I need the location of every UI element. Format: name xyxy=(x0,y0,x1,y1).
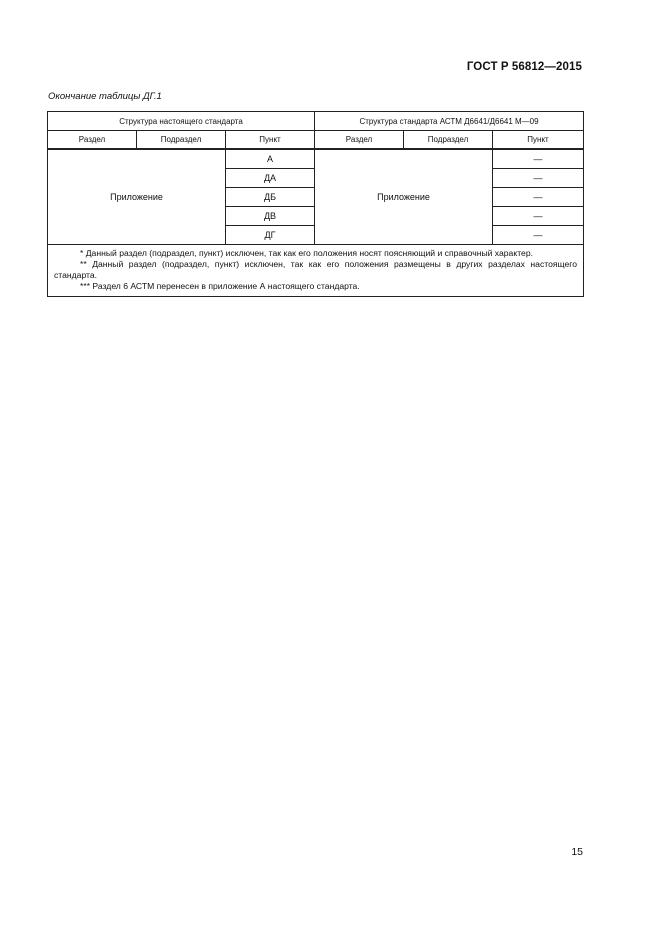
footnote: * Данный раздел (подраздел, пункт) исключен, так как его положения носят поясняющий и справочный характер. xyxy=(80,248,533,258)
table-cell-item: — xyxy=(493,169,584,188)
table-caption: Окончание таблицы ДГ.1 xyxy=(48,91,162,102)
structure-comparison-table xyxy=(47,111,584,297)
merged-cell-appendix-left: Приложение xyxy=(48,149,226,245)
table-cell-item: — xyxy=(493,226,584,245)
table-cell-item: ДГ xyxy=(226,226,315,245)
merged-cell-appendix-right: Приложение xyxy=(315,149,493,245)
group-header-current-standard: Структура настоящего стандарта xyxy=(48,112,315,131)
column-header-section: Раздел xyxy=(48,131,137,150)
column-header-item: Пункт xyxy=(493,131,584,150)
column-header-subsection: Подраздел xyxy=(404,131,493,150)
table-cell-item: ДА xyxy=(226,169,315,188)
table-cell-item: А xyxy=(226,149,315,169)
page-number: 15 xyxy=(571,846,583,858)
footnote: *** Раздел 6 АСТМ перенесен в приложение А настоящего стандарта. xyxy=(80,281,360,291)
table-row xyxy=(48,149,584,169)
table-cell-item: ДБ xyxy=(226,188,315,207)
column-header-item: Пункт xyxy=(226,131,315,150)
column-header-subsection: Подраздел xyxy=(137,131,226,150)
document-code: ГОСТ Р 56812—2015 xyxy=(466,61,582,73)
group-header-astm-standard: Структура стандарта АСТМ Д6641/Д6641 М—09 xyxy=(315,112,584,131)
footnote: ** Данный раздел (подраздел, пункт) исключен, так как его положения размещены в других разделах настоящего стандарта. xyxy=(54,259,578,280)
table-cell-item: — xyxy=(493,149,584,169)
column-header-section: Раздел xyxy=(315,131,404,150)
table-footnotes xyxy=(48,245,584,297)
table-cell-item: ДВ xyxy=(226,207,315,226)
table-cell-item: — xyxy=(493,188,584,207)
table-cell-item: — xyxy=(493,207,584,226)
